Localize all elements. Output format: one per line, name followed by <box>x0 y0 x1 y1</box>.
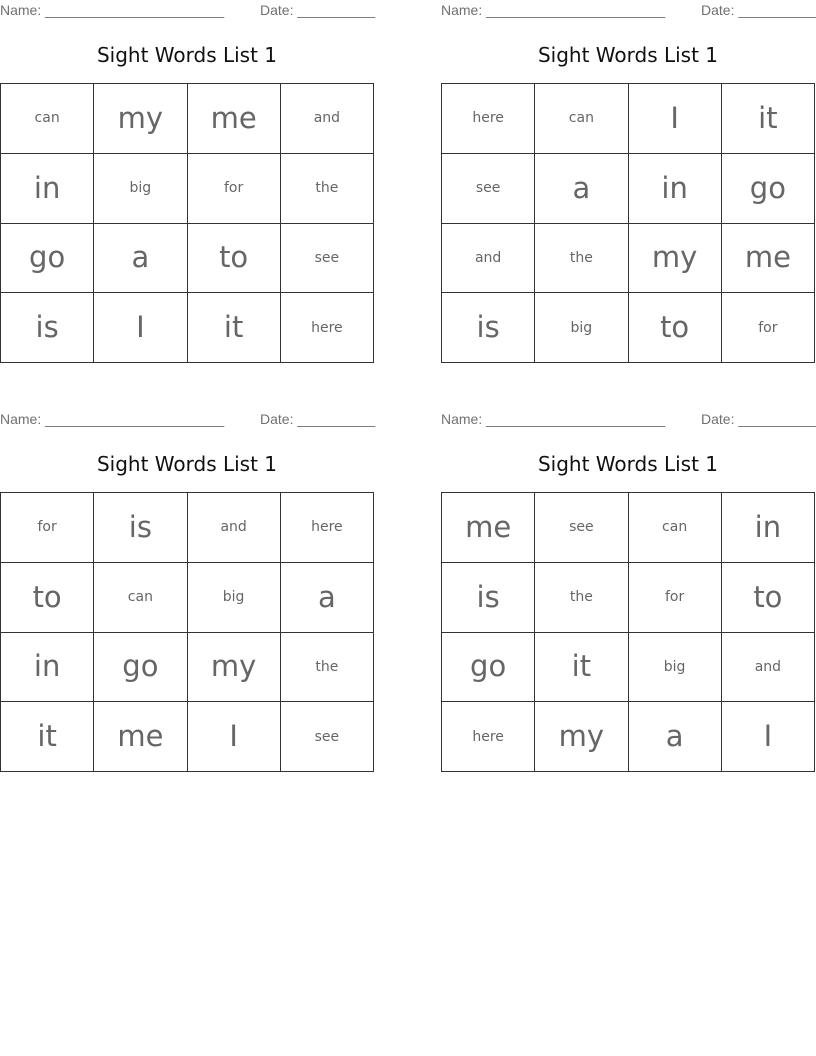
word-cell: the <box>281 154 374 224</box>
word-cell: a <box>535 154 628 224</box>
word-cell: a <box>94 224 187 294</box>
word-cell: go <box>94 633 187 703</box>
word-cell: me <box>188 84 281 154</box>
word-cell: for <box>1 493 94 563</box>
date-field[interactable]: Date: __________ <box>260 2 376 18</box>
word-cell: for <box>629 563 722 633</box>
word-cell: for <box>188 154 281 224</box>
word-cell: my <box>94 84 187 154</box>
word-cell: is <box>442 563 535 633</box>
word-cell: my <box>629 224 722 294</box>
word-cell: to <box>722 563 815 633</box>
card-title: Sight Words List 1 <box>537 452 719 476</box>
card-1 <box>0 0 376 374</box>
word-cell: and <box>188 493 281 563</box>
name-field[interactable]: Name: _______________________ <box>0 2 225 18</box>
word-cell: the <box>535 224 628 294</box>
word-cell: I <box>629 84 722 154</box>
word-cell: big <box>188 563 281 633</box>
word-cell: my <box>188 633 281 703</box>
word-cell: here <box>442 702 535 772</box>
word-cell: to <box>629 293 722 363</box>
date-field[interactable]: Date: __________ <box>260 411 376 427</box>
date-field[interactable]: Date: __________ <box>701 411 816 427</box>
word-cell: me <box>94 702 187 772</box>
name-date-row <box>441 411 816 427</box>
name-date-row <box>0 2 376 18</box>
word-cell: the <box>535 563 628 633</box>
word-grid <box>0 492 374 772</box>
word-cell: and <box>281 84 374 154</box>
word-cell: my <box>535 702 628 772</box>
word-cell: can <box>94 563 187 633</box>
word-cell: the <box>281 633 374 703</box>
date-field[interactable]: Date: __________ <box>701 2 816 18</box>
word-cell: in <box>1 633 94 703</box>
name-field[interactable]: Name: _______________________ <box>0 411 225 427</box>
word-cell: in <box>722 493 815 563</box>
name-field[interactable]: Name: _______________________ <box>441 411 666 427</box>
word-cell: can <box>535 84 628 154</box>
word-cell: big <box>94 154 187 224</box>
word-cell: big <box>629 633 722 703</box>
card-2 <box>441 0 816 374</box>
word-cell: for <box>722 293 815 363</box>
word-cell: and <box>722 633 815 703</box>
word-cell: see <box>442 154 535 224</box>
word-cell: I <box>94 293 187 363</box>
word-cell: me <box>722 224 815 294</box>
word-cell: a <box>281 563 374 633</box>
card-4 <box>441 409 816 783</box>
word-cell: see <box>281 224 374 294</box>
word-cell: I <box>188 702 281 772</box>
word-cell: and <box>442 224 535 294</box>
word-cell: can <box>1 84 94 154</box>
word-cell: go <box>722 154 815 224</box>
word-cell: in <box>629 154 722 224</box>
word-cell: me <box>442 493 535 563</box>
word-cell: is <box>442 293 535 363</box>
word-grid <box>441 83 815 363</box>
card-title: Sight Words List 1 <box>96 43 278 67</box>
word-cell: I <box>722 702 815 772</box>
word-cell: it <box>188 293 281 363</box>
word-cell: go <box>1 224 94 294</box>
card-title: Sight Words List 1 <box>537 43 719 67</box>
name-date-row <box>441 2 816 18</box>
word-grid <box>0 83 374 363</box>
word-cell: to <box>1 563 94 633</box>
word-cell: it <box>1 702 94 772</box>
word-cell: here <box>281 293 374 363</box>
word-cell: go <box>442 633 535 703</box>
name-date-row <box>0 411 376 427</box>
word-grid <box>441 492 815 772</box>
word-cell: it <box>535 633 628 703</box>
card-title: Sight Words List 1 <box>96 452 278 476</box>
word-cell: here <box>442 84 535 154</box>
card-3 <box>0 409 376 783</box>
word-cell: a <box>629 702 722 772</box>
word-cell: is <box>1 293 94 363</box>
word-cell: here <box>281 493 374 563</box>
word-cell: can <box>629 493 722 563</box>
name-field[interactable]: Name: _______________________ <box>441 2 666 18</box>
word-cell: to <box>188 224 281 294</box>
word-cell: in <box>1 154 94 224</box>
word-cell: it <box>722 84 815 154</box>
word-cell: see <box>535 493 628 563</box>
word-cell: see <box>281 702 374 772</box>
word-cell: big <box>535 293 628 363</box>
word-cell: is <box>94 493 187 563</box>
